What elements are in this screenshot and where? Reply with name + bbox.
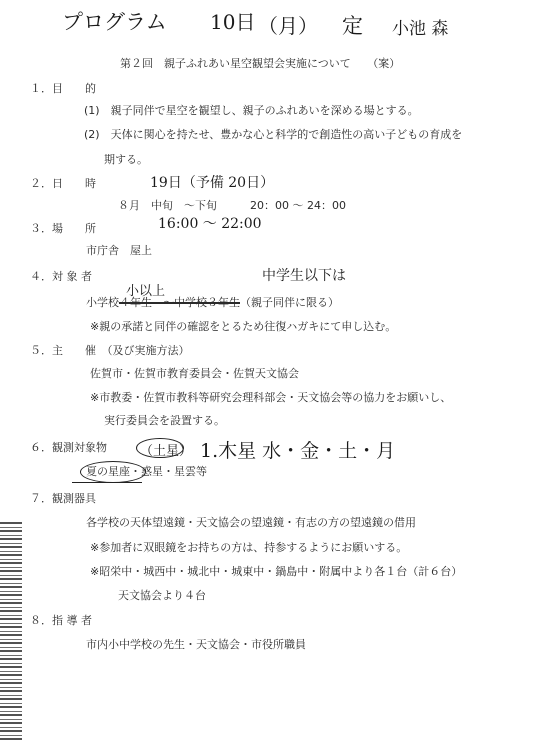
handwritten-date: 10日 bbox=[210, 10, 256, 34]
objects-line: 夏の星座・惑星・星雲等 bbox=[86, 465, 207, 478]
section-heading-place: ３．場 所 bbox=[30, 222, 96, 235]
equipment-line-3: ※昭栄中・城西中・城北中・城東中・鍋島中・附属中より各１台（計６台） bbox=[90, 565, 463, 578]
handwritten-objects-note: （土星） bbox=[140, 444, 193, 459]
scan-edge-artifact bbox=[0, 520, 22, 740]
equipment-line-4: 天文協会より４台 bbox=[118, 589, 206, 602]
target-line-1 bbox=[86, 296, 339, 310]
circle-mark-saturn bbox=[136, 438, 184, 458]
document-title: 第２回 親子ふれあい星空観望会実施について （案） bbox=[120, 57, 401, 70]
target-grades-struck: ４年生 〜中学校３年生 bbox=[119, 296, 240, 309]
datetime-line: ８月 中旬 〜下旬 20：00 〜 24：00 bbox=[118, 199, 346, 212]
purpose-item-2: (2) 天体に関心を持たせ、豊かな心と科学的で創造性の高い子どもの育成を bbox=[84, 128, 463, 141]
handwritten-name: 小池 森 bbox=[392, 19, 449, 39]
target-accompany: （親子同伴に限る） bbox=[240, 296, 339, 309]
section-heading-objects: ６．観測対象物 bbox=[30, 441, 107, 454]
organizer-line-3: 実行委員会を設置する。 bbox=[104, 414, 225, 427]
handwritten-day: （月） bbox=[258, 14, 318, 38]
handwritten-target-note: 中学生以下は bbox=[262, 268, 346, 284]
section-heading-equipment: ７．観測器具 bbox=[30, 492, 96, 505]
purpose-item-1: (1) 親子同伴で星空を観望し、親子のふれあいを深める場とする。 bbox=[84, 104, 419, 117]
section-heading-datetime: ２．日 時 bbox=[30, 177, 96, 190]
instructors-line: 市内小中学校の先生・天文協会・市役所職員 bbox=[86, 638, 306, 651]
handwritten-place-mark: 定 bbox=[342, 14, 363, 38]
purpose-item-2-cont: 期する。 bbox=[104, 153, 148, 166]
handwritten-target-grade: 小以上 bbox=[126, 284, 166, 299]
target-school: 小学校 bbox=[86, 296, 119, 309]
handwritten-time-note: 16:00 〜 22:00 bbox=[158, 216, 262, 232]
handwritten-date-note: 19日（予備 20日） bbox=[150, 175, 275, 191]
handwritten-planets: 1.木星 水・金・土・月 bbox=[200, 440, 396, 462]
circle-mark-summer-constellations bbox=[80, 461, 146, 483]
place-line: 市庁舎 屋上 bbox=[86, 244, 152, 257]
equipment-line-2: ※参加者に双眼鏡をお持ちの方は、持参するようにお願いする。 bbox=[90, 541, 408, 554]
organizer-line-1: 佐賀市・佐賀市教育委員会・佐賀天文協会 bbox=[90, 367, 299, 380]
handwritten-program: プログラム bbox=[62, 10, 167, 34]
organizer-line-2: ※市教委・佐賀市教科等研究会理科部会・天文協会等の協力をお願いし、 bbox=[90, 391, 452, 404]
section-heading-target: ４．対 象 者 bbox=[30, 270, 92, 283]
section-heading-instructors: ８．指 導 者 bbox=[30, 614, 92, 627]
target-line-2: ※親の承諾と同伴の確認をとるため往復ハガキにて申し込む。 bbox=[90, 320, 397, 333]
equipment-line-1: 各学校の天体望遠鏡・天文協会の望遠鏡・有志の方の望遠鏡の借用 bbox=[86, 516, 416, 529]
section-heading-organizer: ５．主 催 （及び実施方法） bbox=[30, 344, 190, 357]
section-heading-purpose: １．目 的 bbox=[30, 82, 96, 95]
underline-mark bbox=[72, 482, 142, 483]
